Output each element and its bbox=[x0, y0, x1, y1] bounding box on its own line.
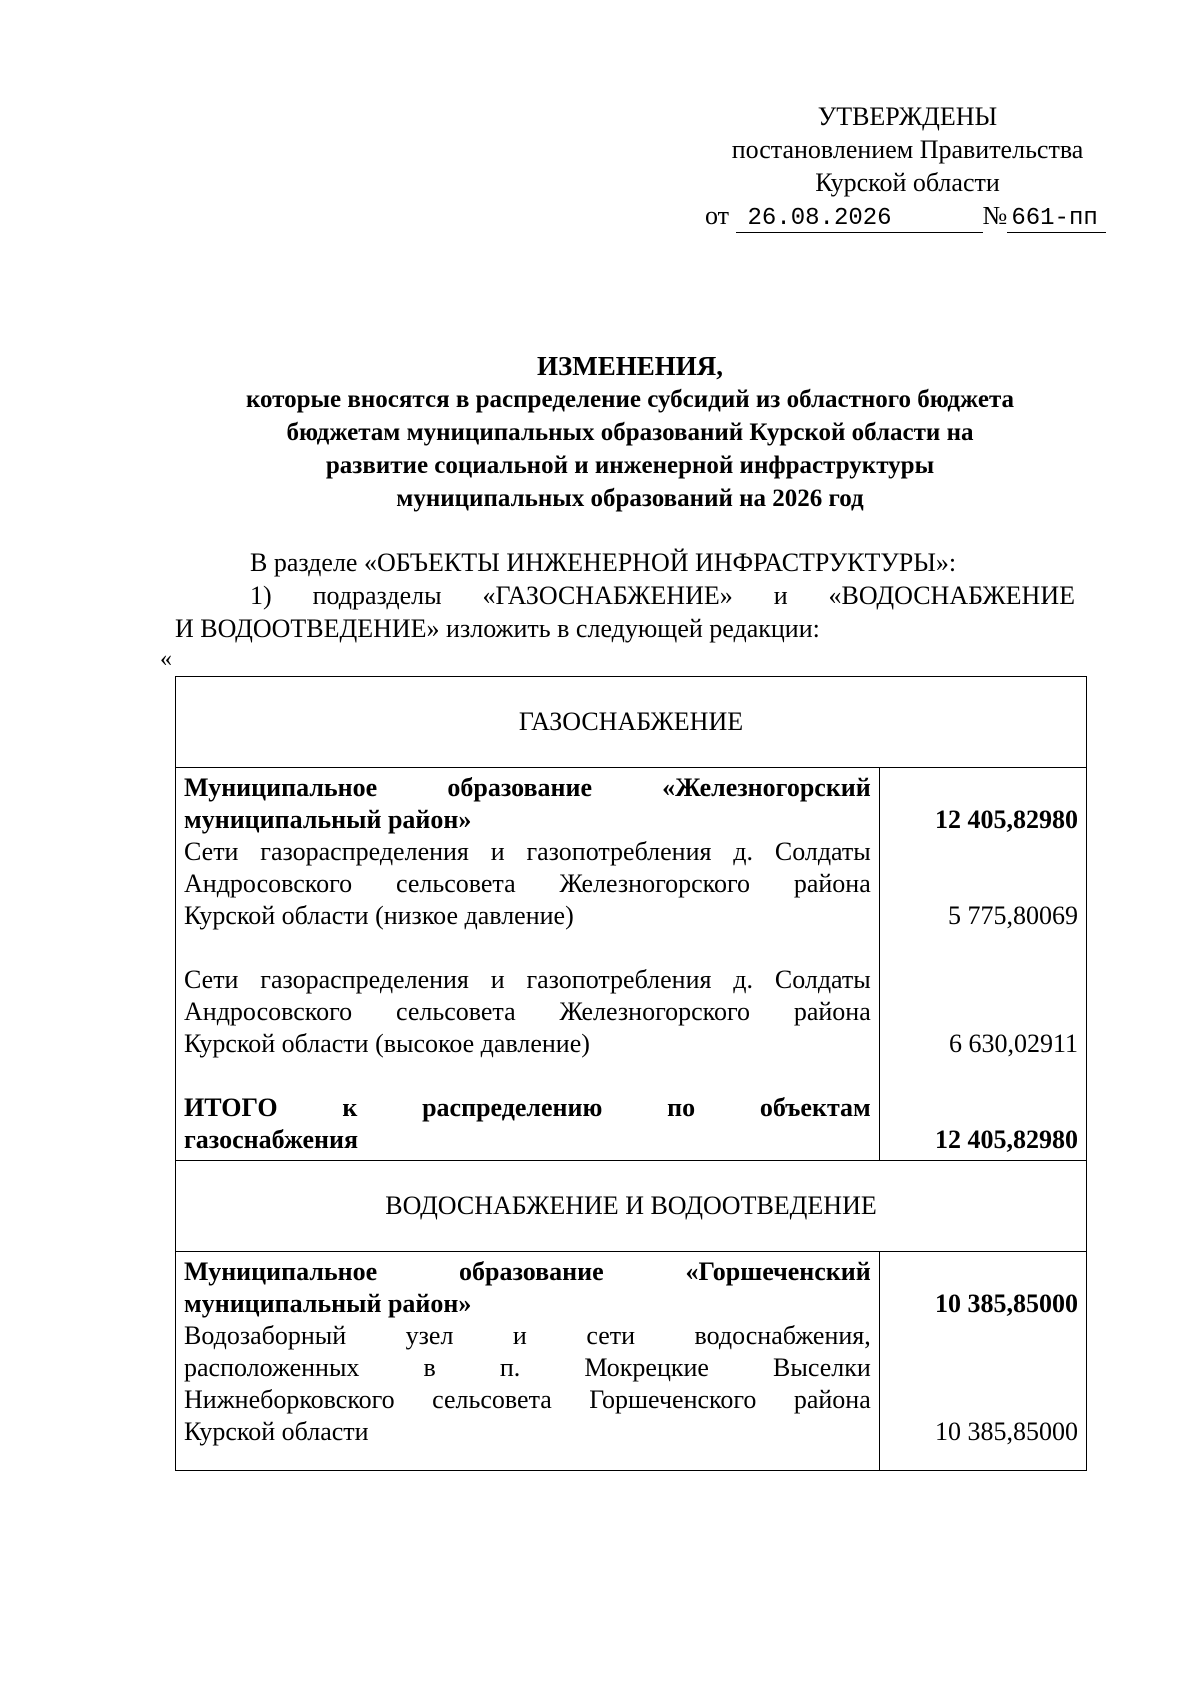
gas-object-2-line-2: Андросовского сельсовета Железногорского района bbox=[184, 997, 871, 1026]
gas-section-header: ГАЗОСНАБЖЕНИЕ bbox=[176, 677, 1087, 768]
title-line-4: муниципальных образований на 2026 год bbox=[396, 485, 864, 512]
decree-number: 661-пп bbox=[1007, 206, 1106, 233]
water-section-header-row bbox=[176, 1161, 1087, 1252]
gas-amount-cell bbox=[879, 768, 1086, 1161]
gas-object-1-line-3: Курской области (низкое давление) bbox=[184, 901, 574, 930]
number-label: № bbox=[982, 201, 1008, 230]
opening-quote: « bbox=[160, 646, 172, 672]
gas-object-2-line-3: Курской области (высокое давление) bbox=[184, 1029, 590, 1058]
water-object-line-2: расположенных в п. Мокрецкие Выселки bbox=[184, 1353, 871, 1382]
title-line-2: бюджетам муниципальных образований Курской области на bbox=[286, 419, 974, 446]
intro-text bbox=[175, 546, 1075, 645]
gas-object-1-line-1: Сети газораспределения и газопотребления д. Солдаты bbox=[184, 837, 871, 866]
approval-block bbox=[705, 100, 1110, 233]
gas-total-amount: 12 405,82980 bbox=[935, 1125, 1078, 1154]
water-description-cell bbox=[176, 1252, 880, 1471]
gas-data-row bbox=[176, 768, 1087, 1161]
gas-object-1-amount: 5 775,80069 bbox=[948, 901, 1078, 930]
subsidy-table bbox=[175, 676, 1087, 1471]
title-line-3: развитие социальной и инженерной инфраструктуры bbox=[325, 452, 935, 479]
water-section-header: ВОДОСНАБЖЕНИЕ И ВОДООТВЕДЕНИЕ bbox=[176, 1161, 1087, 1252]
water-object-line-4: Курской области bbox=[184, 1417, 369, 1446]
gas-object-2-amount: 6 630,02911 bbox=[948, 1029, 1078, 1058]
water-object-line-1: Водозаборный узел и сети водоснабжения, bbox=[184, 1321, 871, 1350]
gas-object-2-line-1: Сети газораспределения и газопотребления д. Солдаты bbox=[184, 965, 871, 994]
gas-municipality-line-2: муниципальный район» bbox=[184, 805, 472, 834]
water-amount-cell bbox=[879, 1252, 1086, 1471]
approval-authority: постановлением Правительства bbox=[731, 135, 1084, 164]
approval-date-line bbox=[705, 199, 1110, 233]
water-municipality-amount: 10 385,85000 bbox=[935, 1289, 1078, 1318]
intro-line-2: 1) подразделы «ГАЗОСНАБЖЕНИЕ» и «ВОДОСНАБЖЕНИЕ bbox=[250, 581, 1075, 610]
intro-line-3: И ВОДООТВЕДЕНИЕ» изложить в следующей редакции: bbox=[175, 614, 820, 643]
approval-title: УТВЕРЖДЕНЫ bbox=[817, 102, 998, 131]
approval-region: Курской области bbox=[815, 168, 1000, 197]
title-heading: ИЗМЕНЕНИЯ, bbox=[536, 351, 723, 381]
title-line-1: которые вносятся в распределение субсидий из областного бюджета bbox=[245, 386, 1015, 413]
water-object-amount: 10 385,85000 bbox=[935, 1417, 1078, 1446]
gas-object-1-line-2: Андросовского сельсовета Железногорского района bbox=[184, 869, 871, 898]
water-data-row bbox=[176, 1252, 1087, 1471]
gas-municipality-line-1: Муниципальное образование «Железногорский bbox=[184, 773, 871, 802]
gas-section-header-row bbox=[176, 677, 1087, 768]
gas-description-cell bbox=[176, 768, 880, 1161]
gas-municipality-amount: 12 405,82980 bbox=[935, 805, 1078, 834]
water-municipality-line-1: Муниципальное образование «Горшеченский bbox=[184, 1257, 871, 1286]
date-label: от bbox=[705, 201, 730, 230]
gas-total-line-2: газоснабжения bbox=[184, 1125, 359, 1154]
gas-total-line-1: ИТОГО к распределению по объектам bbox=[184, 1093, 871, 1122]
water-municipality-line-2: муниципальный район» bbox=[184, 1289, 472, 1318]
document-title bbox=[120, 350, 1140, 515]
decree-date: 26.08.2026 bbox=[736, 206, 983, 233]
water-object-line-3: Нижнеборковского сельсовета Горшеченского района bbox=[184, 1385, 871, 1414]
intro-line-1: В разделе «ОБЪЕКТЫ ИНЖЕНЕРНОЙ ИНФРАСТРУКТУРЫ»: bbox=[250, 548, 957, 577]
